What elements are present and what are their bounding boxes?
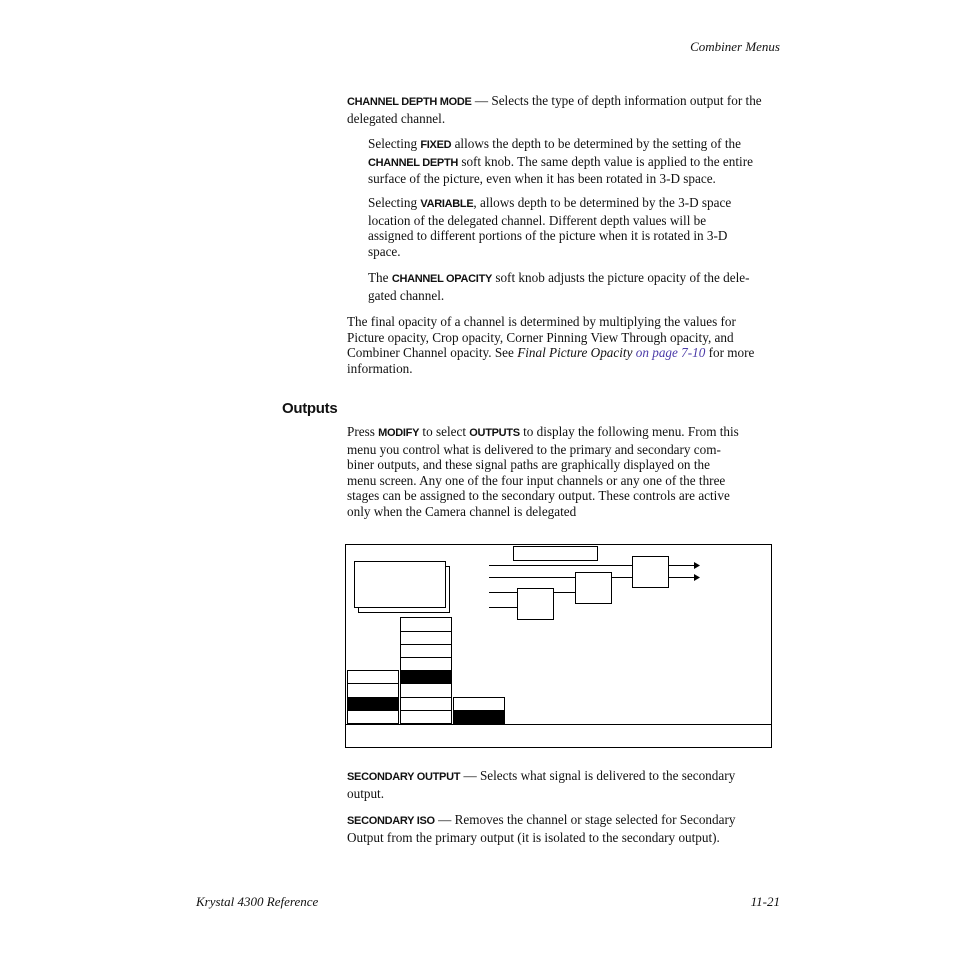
signal-line-4 <box>489 607 518 608</box>
outputs-line4: menu screen. Any one of the four input channels or any one of the three <box>347 472 726 488</box>
menu-cell[interactable] <box>400 631 452 645</box>
outputs-line6: only when the Camera channel is delegated <box>347 503 577 519</box>
secondary-output-paragraph <box>347 768 787 801</box>
final-opacity-paragraph <box>347 314 787 376</box>
fixed-paragraph <box>368 136 788 187</box>
menu-cell[interactable] <box>453 697 505 711</box>
channel-opacity-term: CHANNEL OPACITY <box>391 273 493 285</box>
menu-cell[interactable] <box>400 644 452 658</box>
variable-line1-rest: , allows depth to be determined by the 3-D space <box>473 195 732 210</box>
variable-pre: Selecting <box>368 195 421 210</box>
final-opacity-line3-pre: Combiner Channel opacity. See <box>347 345 518 361</box>
fixed-mid: allows the depth to be determined by the setting of the <box>451 136 741 151</box>
output-line-1 <box>669 565 696 566</box>
diagram-bottom-bar-divider <box>346 724 771 725</box>
final-opacity-line2: Picture opacity, Crop opacity, Corner Pinning View Through opacity, and <box>347 329 734 345</box>
diagram-panel <box>354 561 446 608</box>
menu-cell[interactable] <box>347 670 399 684</box>
outputs-line1-rest: to display the following menu. From this <box>519 424 739 439</box>
running-header: Combiner Menus <box>690 39 780 54</box>
modify-term: MODIFY <box>378 427 420 439</box>
menu-cell[interactable] <box>347 683 399 697</box>
channel-depth-mode-desc: — Selects the type of depth information output for the <box>471 93 762 108</box>
fixed-line3: surface of the picture, even when it has been rotated in 3-D space. <box>368 171 716 187</box>
variable-line2: location of the delegated channel. Different depth values will be <box>368 212 707 228</box>
output-line-2 <box>669 577 696 578</box>
footer-title: Krystal 4300 Reference <box>196 894 319 909</box>
final-opacity-line4: information. <box>347 360 413 376</box>
menu-cell[interactable] <box>347 697 399 711</box>
secondary-output-line1-rest: — Selects what signal is delivered to the secondary <box>460 768 736 783</box>
menu-cell[interactable] <box>453 710 505 724</box>
variable-term: VARIABLE <box>420 198 474 210</box>
secondary-iso-line2: Output from the primary output (it is isolated to the secondary output). <box>347 829 720 845</box>
channel-depth-term: CHANNEL DEPTH <box>368 156 459 169</box>
outputs-line2: menu you control what is delivered to the primary and secondary com- <box>347 441 721 457</box>
menu-cell[interactable] <box>400 683 452 697</box>
channel-opacity-paragraph <box>368 270 788 303</box>
menu-cell[interactable] <box>400 710 452 724</box>
secondary-output-term: SECONDARY OUTPUT <box>347 771 461 783</box>
page-7-10-link[interactable]: on page 7-10 <box>632 345 706 361</box>
channel-depth-mode-term: CHANNEL DEPTH MODE <box>347 96 472 108</box>
stage-box-3 <box>632 556 669 588</box>
final-opacity-line1: The final opacity of a channel is determined by multiplying the values for <box>347 314 736 329</box>
fixed-term: FIXED <box>420 139 452 151</box>
menu-cell[interactable] <box>400 670 452 684</box>
menu-cell[interactable] <box>400 617 452 631</box>
diagram-top-label-box <box>513 546 598 561</box>
menu-cell[interactable] <box>400 697 452 711</box>
secondary-iso-paragraph <box>347 812 787 845</box>
fixed-pre: Selecting <box>368 136 421 151</box>
opacity-pre: The <box>368 270 392 285</box>
final-picture-opacity-ref: Final Picture Opacity <box>517 345 633 361</box>
channel-depth-mode-paragraph <box>347 93 787 126</box>
stage-box-2 <box>575 572 612 604</box>
opacity-line2: gated channel. <box>368 287 445 303</box>
outputs-line5: stages can be assigned to the secondary output. These controls are active <box>347 488 730 504</box>
secondary-iso-line1-rest: — Removes the channel or stage selected for Secondary <box>434 812 736 827</box>
fixed-line2-rest: soft knob. The same depth value is applied to the entire <box>458 153 753 169</box>
outputs-paragraph <box>347 424 787 520</box>
final-opacity-line3-post: for more <box>705 345 755 361</box>
stage-box-1 <box>517 588 554 620</box>
secondary-output-line2: output. <box>347 785 384 801</box>
outputs-line3: biner outputs, and these signal paths are graphically displayed on the <box>347 457 710 473</box>
outputs-mid: to select <box>419 424 470 439</box>
opacity-line1-rest: soft knob adjusts the picture opacity of the dele- <box>492 270 750 285</box>
outputs-term: OUTPUTS <box>469 427 520 439</box>
footer-page-number: 11-21 <box>750 894 780 909</box>
outputs-menu-diagram <box>345 544 772 748</box>
variable-line4: space. <box>368 243 401 259</box>
outputs-section-title: Outputs <box>282 400 338 417</box>
variable-line3: assigned to different portions of the picture when it is rotated in 3-D <box>368 228 728 244</box>
menu-cell[interactable] <box>347 710 399 724</box>
secondary-iso-term: SECONDARY ISO <box>347 815 435 827</box>
outputs-pre: Press <box>347 424 379 439</box>
channel-depth-mode-desc-line2: delegated channel. <box>347 110 446 126</box>
menu-cell[interactable] <box>400 657 452 671</box>
output-arrows-icon <box>694 560 702 584</box>
variable-paragraph <box>368 195 788 259</box>
signal-line-1 <box>489 565 632 566</box>
